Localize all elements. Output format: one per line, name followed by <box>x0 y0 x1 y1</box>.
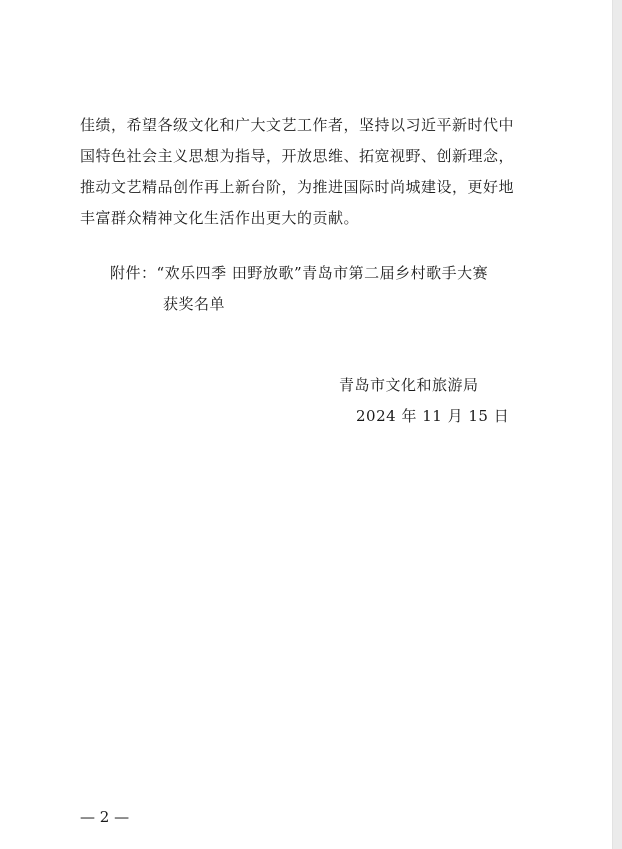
attachment-line-1: 附件：“欢乐四季 田野放歌”青岛市第二届乡村歌手大赛 <box>110 264 489 282</box>
attachment-line-2: 获奖名单 <box>163 295 226 313</box>
attachment-note <box>110 258 488 320</box>
body-line-4: 丰富群众精神文化生活作出更大的贡献。 <box>80 209 360 227</box>
body-line-2: 国特色社会主义思想为指导，开放思维、拓宽视野、创新理念， <box>80 147 515 165</box>
issue-date: 2024 年 11 月 15 日 <box>356 407 510 425</box>
issuing-organization: 青岛市文化和旅游局 <box>339 376 479 394</box>
body-paragraph <box>80 110 550 234</box>
page-number: — 2 — <box>80 808 130 826</box>
body-line-3: 推动文艺精品创作再上新台阶，为推进国际时尚城建设，更好地 <box>80 178 515 196</box>
body-line-1: 佳绩，希望各级文化和广大文艺工作者，坚持以习近平新时代中 <box>80 116 515 134</box>
